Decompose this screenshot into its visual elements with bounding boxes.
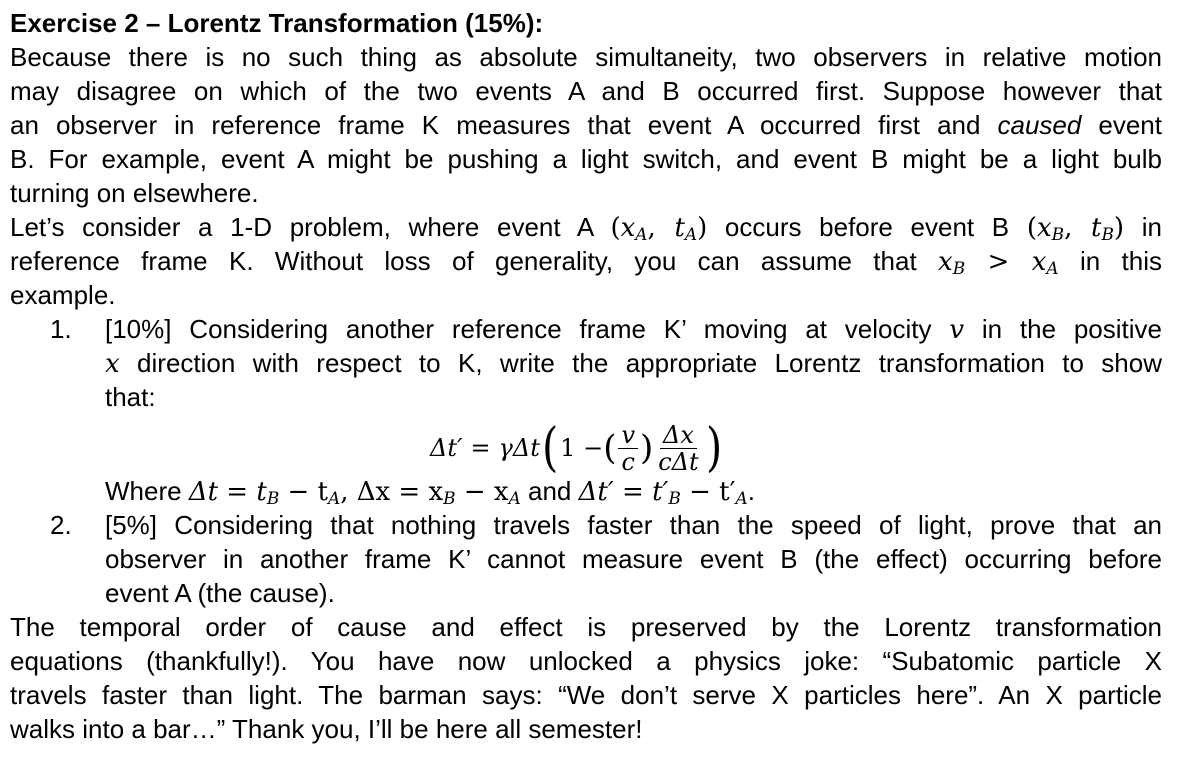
question-text: [10%] Considering another reference frame K’ moving at velocity: [105, 314, 932, 344]
eq-inner-open-paren: (: [603, 428, 617, 468]
question-line: observer in another frame K’ cannot measure event B (the effect) occurring before: [105, 544, 1162, 574]
intro-line: Because there is no such thing as absolute simultaneity, two observers in relative motion: [10, 42, 1162, 72]
setup-paragraph: [10, 210, 1162, 312]
question-line: that:: [105, 382, 156, 412]
closing-line: walks into a bar…” Thank you, I’ll be here all semester!: [10, 714, 643, 744]
eq-gamma-dt: γΔt: [498, 434, 540, 462]
question-line: [10, 508, 1162, 542]
question-text: [5%] Considering that nothing travels faster than the speed of light, prove that an: [105, 510, 1162, 540]
event-b-coordinates: ($x_B$, $t_B$): [1026, 213, 1125, 245]
question-number: 2.: [50, 510, 72, 540]
question-number: 1.: [50, 314, 72, 344]
exercise-title: Exercise 2 – Lorentz Transformation (15%):: [10, 8, 544, 38]
document-page: [10, 6, 1162, 746]
setup-text: reference frame K. Without loss of generality, you can assume that: [10, 246, 917, 276]
question-1: [10, 312, 1162, 508]
eq-dx-over-cdt: $\frac{\Delta x}{\text{cΔt}}$: [658, 420, 699, 476]
eq-open-paren: (: [541, 418, 559, 478]
closing-line: travels faster than light. The barman says: “We don’t serve X particles here”. An X particle: [10, 680, 1162, 710]
setup-line: [10, 244, 1162, 278]
where-definitions: Where $\Delta t = t_B - t_A$, $\Delta x = x_B - x_A$ and $\Delta t' = t'_B - t'_A$.: [105, 476, 755, 509]
intro-line: [10, 108, 1162, 142]
closing-paragraph: [10, 610, 1162, 746]
question-line: [10, 346, 1162, 380]
inequality-xb-gt-xa: $x_B > x_A$: [938, 247, 1059, 279]
eq-close-paren: ): [705, 418, 722, 478]
setup-line: [10, 210, 1162, 244]
eq-v-over-c: $\frac{v}{c}$: [618, 422, 638, 475]
equation-body: [430, 414, 724, 482]
closing-line: The temporal order of cause and effect is preserved by the Lorentz transformation: [10, 612, 1162, 642]
intro-paragraph: [10, 40, 1162, 210]
question-text: direction with respect to K, write the appropriate Lorentz transformation to show: [137, 348, 1162, 378]
intro-text: an observer in reference frame K measures that event A occurred first and: [10, 110, 981, 140]
intro-line: turning on elsewhere.: [10, 178, 259, 208]
eq-equals: =: [470, 434, 491, 462]
intro-line: may disagree on which of the two events A and B occurred first. Suppose however that: [10, 76, 1162, 106]
velocity-symbol: v: [949, 315, 965, 345]
event-a-coordinates: ($x_A$, $t_A$): [610, 213, 708, 245]
question-text: in the positive: [981, 314, 1162, 344]
eq-lhs: Δt′: [430, 434, 463, 462]
lorentz-equation: [10, 414, 1162, 482]
closing-line: equations (thankfully!). You have now unlocked a physics joke: “Subatomic particle X: [10, 646, 1162, 676]
setup-line: example.: [10, 280, 116, 310]
setup-text: Let’s consider a 1-D problem, where event A: [10, 212, 593, 242]
setup-text: in this: [1079, 246, 1162, 276]
setup-text: in: [1141, 212, 1162, 242]
x-symbol: x: [105, 349, 120, 379]
eq-one-minus: 1 −: [560, 434, 604, 462]
intro-line: B. For example, event A might be pushing a light switch, and event B might be a light bulb: [10, 144, 1162, 174]
question-2: [10, 508, 1162, 610]
setup-text: occurs before event B: [724, 212, 1010, 242]
emphasis-caused: caused: [997, 110, 1082, 140]
question-line: [10, 312, 1162, 346]
intro-text: event: [1098, 110, 1162, 140]
question-line: event A (the cause).: [105, 578, 335, 608]
eq-inner-close-paren: ): [640, 428, 654, 468]
